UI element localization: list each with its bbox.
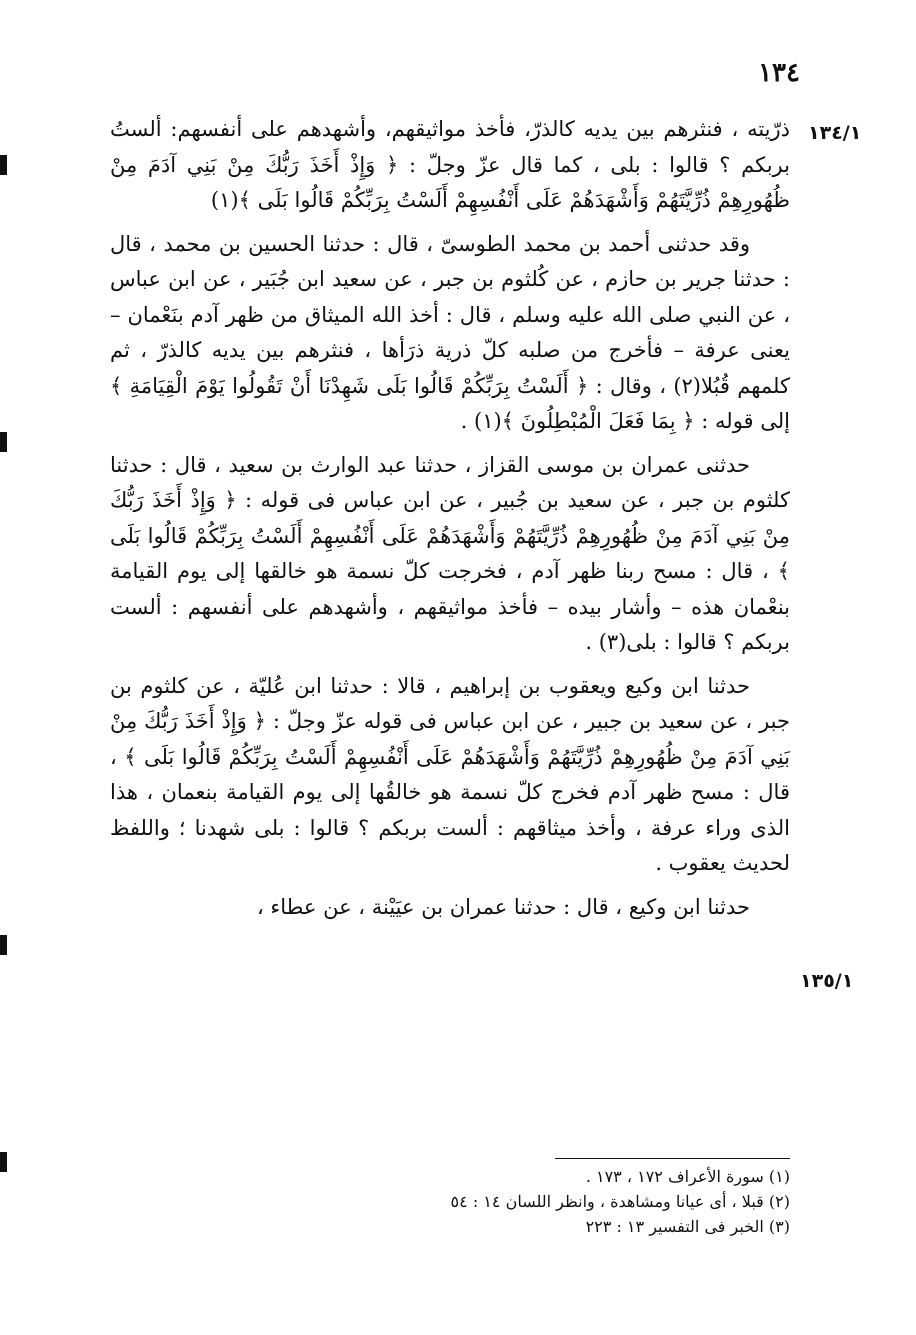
main-text-body bbox=[110, 112, 790, 933]
footnote-divider bbox=[555, 1158, 790, 1159]
paragraph: وقد حدثنى أحمد بن محمد الطوسىّ ، قال : حدثنا الحسين بن محمد ، قال : حدثنا جرير بن حازم ، عن كُلثوم بن جبر ، عن سعيد ابن جُبَير ، عن ابن عباس ، عن النبي صلى الله عليه وسلم ، قال : أخذ الله الميثاق من ظهر آدم بنَعْمان – يعنى عرفة – فأخرج من صلبه كلّ ذرية ذرَأها ، فنثرهم بين يديه كالذرّ ، ثم كلمهم قُبُلا(٢) ، وقال : ﴿ أَلَسْتُ بِرَبِّكُمْ قَالُوا بَلَى شَهِدْنَا أَنْ تَقُولُوا يَوْمَ الْقِيَامَةِ ﴾ إلى قوله : ﴿ بِمَا فَعَلَ الْمُبْطِلُونَ ﴾(١) . bbox=[110, 231, 790, 433]
margin-reference: ١٣٥/١ bbox=[800, 970, 854, 992]
paragraph: ذرّيته ، فنثرهم بين يديه كالذرّ، فأخذ مواثيقهم، وأشهدهم على أنفسهم: ألستُ بربكم ؟ قالوا : بلى ، كما قال عزّ وجلّ : ﴿ وَإِذْ أَخَذَ رَبُّكَ مِنْ بَنِي آدَمَ مِنْ ظُهُورِهِمْ ذُرِّيَّتَهُمْ وَأَشْهَدَهُمْ عَلَى أَنْفُسِهِمْ أَلَسْتُ بِرَبِّكُمْ قَالُوا بَلَى ﴾(١) bbox=[110, 117, 790, 212]
scan-edge-mark bbox=[0, 432, 7, 452]
paragraph: حدثنا ابن وكيع ، قال : حدثنا عمران بن عيَيْنة ، عن عطاء ، bbox=[256, 894, 750, 919]
footnotes bbox=[300, 1164, 790, 1239]
scan-edge-mark bbox=[0, 935, 7, 955]
scan-edge-mark bbox=[0, 1152, 7, 1172]
footnote: (١) سورة الأعراف ١٧٢ ، ١٧٣ . bbox=[585, 1167, 790, 1186]
page-number: ١٣٤ bbox=[758, 58, 800, 88]
footnote: (٣) الخبر فى التفسير ١٣ : ٢٢٣ bbox=[585, 1217, 790, 1236]
paragraph: حدثنى عمران بن موسى القزاز ، حدثنا عبد الوارث بن سعيد ، قال : حدثنا كلثوم بن جبر ، عن سعيد بن جُبير ، عن ابن عباس فى قوله : ﴿ وَإِذْ أَخَذَ رَبُّكَ مِنْ بَنِي آدَمَ مِنْ ظُهُورِهِمْ ذُرِّيَّتَهُمْ وَأَشْهَدَهُمْ عَلَى أَنْفُسِهِمْ أَلَسْتُ بِرَبِّكُمْ قَالُوا بَلَى ﴾ ، قال : مسح ربنا ظهر آدم ، فخرجت كلّ نسمة هو خالقها إلى يوم القيامة بنعْمان هذه – وأشار بيده – فأخذ مواثيقهم ، وأشهدهم على أنفسهم : ألست بربكم ؟ قالوا : بلى(٣) . bbox=[110, 452, 790, 654]
scan-edge-mark bbox=[0, 155, 7, 175]
paragraph: حدثنا ابن وكيع ويعقوب بن إبراهيم ، قالا : حدثنا ابن عُليّة ، عن كلثوم بن جبر ، عن سعيد بن جبير ، عن ابن عباس فى قوله عزّ وجلّ : ﴿ وَإِذْ أَخَذَ رَبُّكَ مِنْ بَنِي آدَمَ مِنْ ظُهُورِهِمْ ذُرِّيَّتَهُمْ وَأَشْهَدَهُمْ عَلَى أَنْفُسِهِمْ أَلَسْتُ بِرَبِّكُمْ قَالُوا بَلَى ﴾ ، قال : مسح ظهر آدم فخرج كلّ نسمة هو خالقُها إلى يوم القيامة بنعمان ، هذا الذى وراء عرفة ، وأخذ ميثاقهم : ألست بربكم ؟ قالوا : بلى شهدنا ؛ واللفظ لحديث يعقوب . bbox=[110, 673, 790, 875]
margin-reference: ١٣٤/١ bbox=[808, 122, 862, 144]
footnote: (٢) قبلا ، أى عيانا ومشاهدة ، وانظر اللسان ١٤ : ٥٤ bbox=[450, 1192, 790, 1211]
